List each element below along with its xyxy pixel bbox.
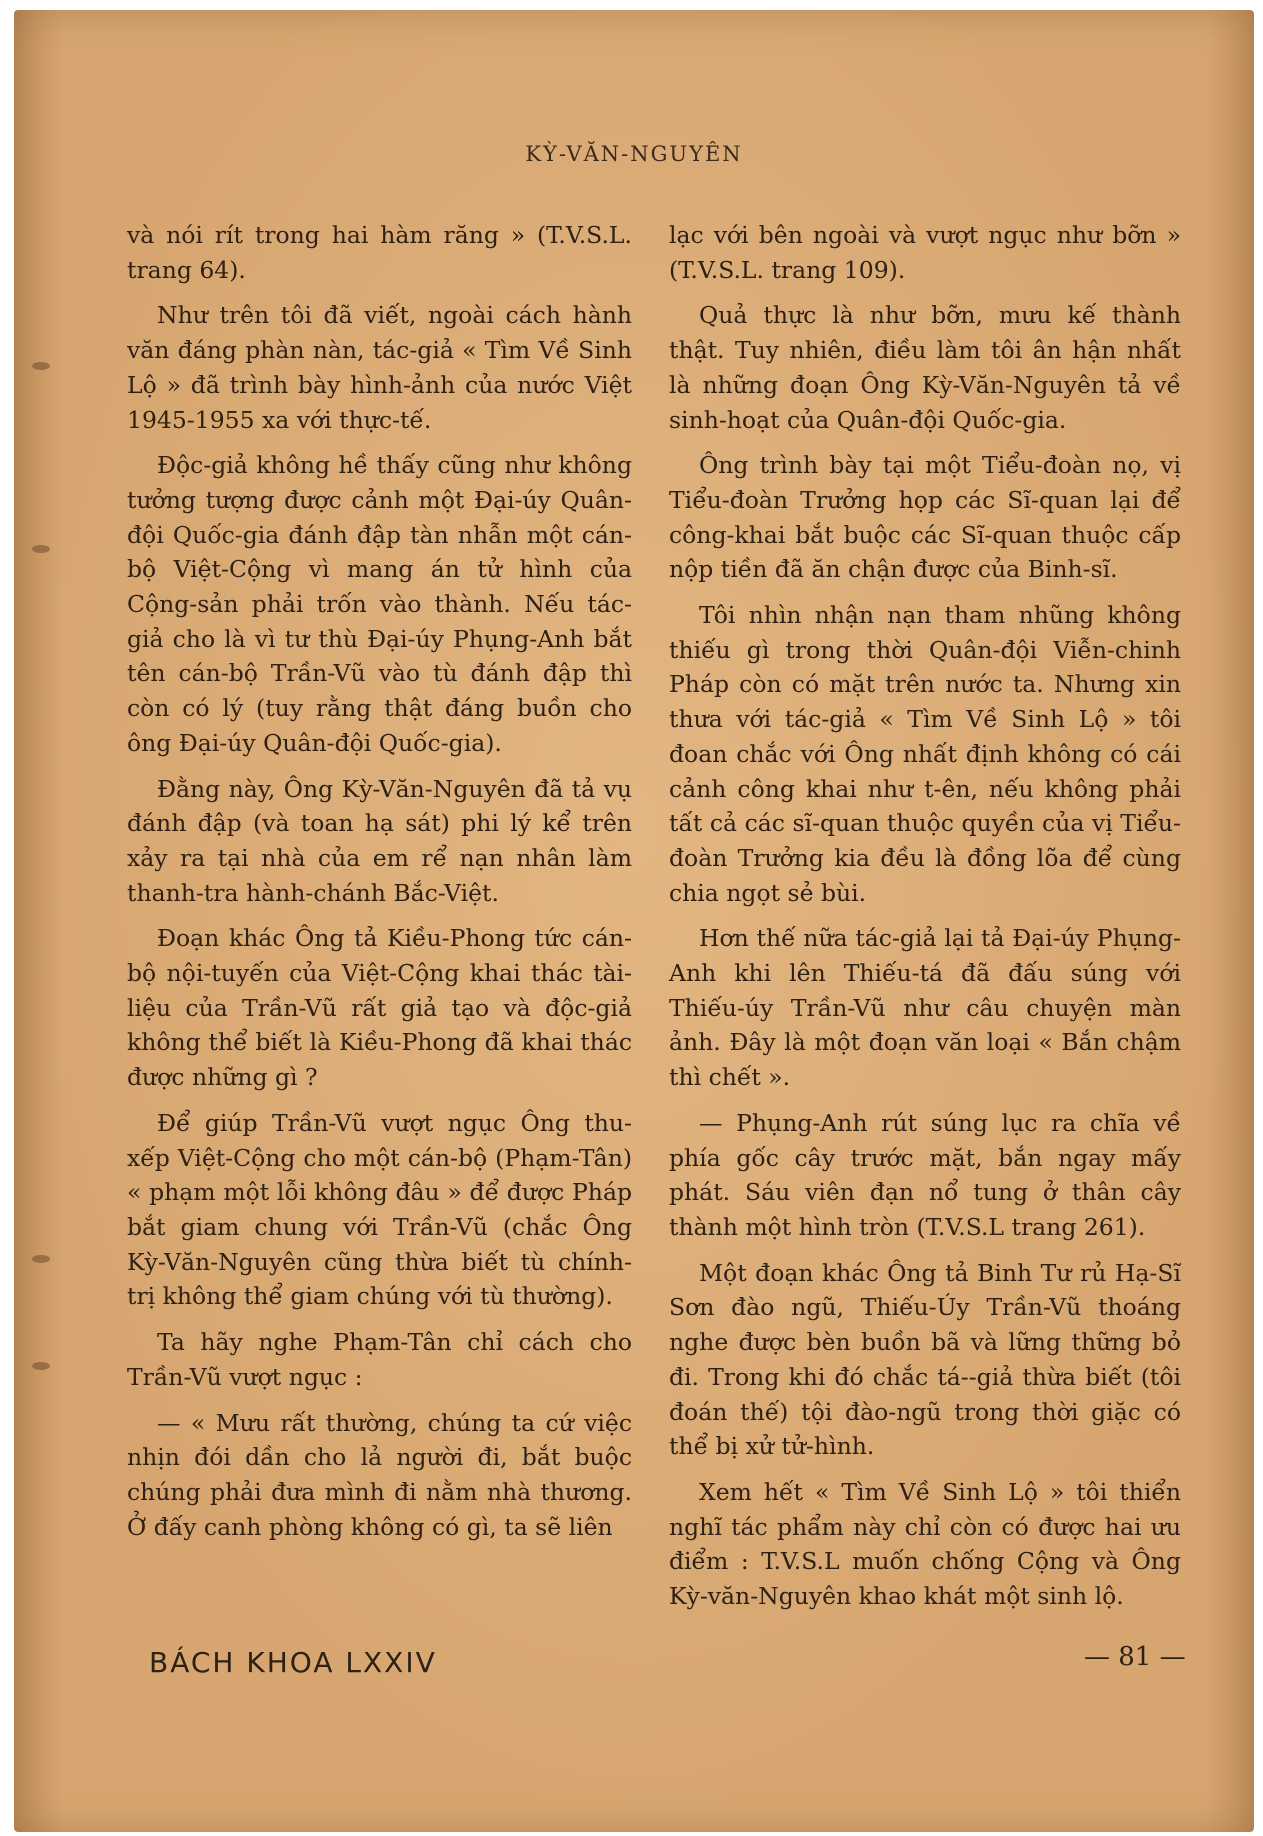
binding-hole bbox=[32, 545, 50, 553]
magazine-page bbox=[14, 10, 1254, 1832]
paragraph: Đằng này, Ông Kỳ-Văn-Nguyên đã tả vụ đánh đập (và toan hạ sát) phi lý kể trên xảy ra tại nhà của em rể nạn nhân làm thanh-tra hành-chánh Bắc-Việt. bbox=[127, 774, 632, 907]
binding-hole bbox=[32, 1362, 50, 1370]
paragraph: Một đoạn khác Ông tả Binh Tư rủ Hạ-Sĩ Sơn đào ngũ, Thiếu-Úy Trần-Vũ thoáng nghe được bèn buồn bã và lững thững bỏ đi. Trong khi đó chắc tá--giả thừa biết (tôi đoán thế) tội đào-ngũ trong thời giặc có thể bị xử tử-hình. bbox=[669, 1258, 1181, 1461]
paragraph: Xem hết « Tìm Về Sinh Lộ » tôi thiển nghĩ tác phẩm này chỉ còn có được hai ưu điểm : T.V.S.L muốn chống Cộng và Ông Kỳ-văn-Nguyên khao khát một sinh lộ. bbox=[669, 1477, 1181, 1611]
paragraph: Ta hãy nghe Phạm-Tân chỉ cách cho Trần-Vũ vượt ngục : bbox=[127, 1328, 632, 1391]
running-header: KỲ-VĂN-NGUYÊN bbox=[525, 142, 743, 166]
paragraph: Để giúp Trần-Vũ vượt ngục Ông thu-xếp Việt-Cộng cho một cán-bộ (Phạm-Tân) « phạm một lỗi không đâu » để được Pháp bắt giam chung với Trần-Vũ (chắc Ông Kỳ-Văn-Nguyên cũng thừa biết tù chính-trị không thể giam chúng với tù thường). bbox=[127, 1108, 632, 1311]
right-column bbox=[669, 218, 1181, 1625]
publication-footer: BÁCH KHOA LXXIV bbox=[149, 1646, 437, 1679]
paragraph: Như trên tôi đã viết, ngoài cách hành văn đáng phàn nàn, tác-giả « Tìm Về Sinh Lộ » đã trình bày hình-ảnh của nước Việt 1945-1955 xa với thực-tế. bbox=[127, 301, 632, 434]
quote-paragraph: — « Mưu rất thường, chúng ta cứ việc nhịn đói dần cho lả người đi, bắt buộc chúng phải đưa mình đi nằm nhà thương. Ở đấy canh phòng không có gì, ta sẽ liên bbox=[127, 1408, 632, 1541]
quote-paragraph: — Phụng-Anh rút súng lục ra chĩa về phía gốc cây trước mặt, bắn ngay mấy phát. Sáu viên đạn nổ tung ở thân cây thành một hình tròn (T.V.S.L trang 261). bbox=[669, 1108, 1181, 1241]
paragraph: Độc-giả không hề thấy cũng như không tưởng tượng được cảnh một Đại-úy Quân-đội Quốc-gia đánh đập tàn nhẫn một cán-bộ Việt-Cộng vì mang án tử hình của Cộng-sản phải trốn vào thành. Nếu tác-giả cho là vì tư thù Đại-úy Phụng-Anh bắt tên cán-bộ Trần-Vũ vào tù đánh đập thì còn có lý (tuy rằng thật đáng buồn cho ông Đại-úy Quân-đội Quốc-gia). bbox=[127, 451, 632, 757]
page-number: — 81 — bbox=[1084, 1642, 1186, 1672]
left-column bbox=[127, 218, 632, 1555]
paragraph: Ông trình bày tại một Tiểu-đoàn nọ, vị Tiểu-đoàn Trưởng họp các Sĩ-quan lại để công-khai bắt buộc các Sĩ-quan thuộc cấp nộp tiền đã ăn chận được của Binh-sĩ. bbox=[669, 451, 1181, 584]
paragraph: Tôi nhìn nhận nạn tham nhũng không thiếu gì trong thời Quân-đội Viễn-chinh Pháp còn có mặt trên nước ta. Nhưng xin thưa với tác-giả « Tìm Về Sinh Lộ » tôi đoan chắc với Ông nhất định không có cái cảnh công khai như t-ên, nếu không phải tất cả các sĩ-quan thuộc quyền của vị Tiểu-đoàn Trưởng kia đều là đồng lõa để cùng chia ngọt sẻ bùi. bbox=[669, 601, 1181, 907]
paragraph: Quả thực là như bỡn, mưu kế thành thật. Tuy nhiên, điều làm tôi ân hận nhất là những đoạn Ông Kỳ-Văn-Nguyên tả về sinh-hoạt của Quân-đội Quốc-gia. bbox=[669, 301, 1181, 434]
paragraph: Hơn thế nữa tác-giả lại tả Đại-úy Phụng-Anh khi lên Thiếu-tá đã đấu súng với Thiếu-úy Trần-Vũ như câu chuyện màn ảnh. Đây là một đoạn văn loại « Bắn chậm thì chết ». bbox=[669, 924, 1181, 1092]
paragraph: và nói rít trong hai hàm răng » (T.V.S.L. trang 64). bbox=[127, 221, 632, 284]
paragraph: Đoạn khác Ông tả Kiều-Phong tức cán-bộ nội-tuyến của Việt-Cộng khai thác tài-liệu của Trần-Vũ rất giả tạo và độc-giả không thể biết là Kiều-Phong đã khai thác được những gì ? bbox=[127, 924, 632, 1092]
binding-hole bbox=[32, 362, 50, 370]
binding-hole bbox=[32, 1255, 50, 1263]
paragraph: lạc với bên ngoài và vượt ngục như bỡn » (T.V.S.L. trang 109). bbox=[669, 221, 1181, 284]
